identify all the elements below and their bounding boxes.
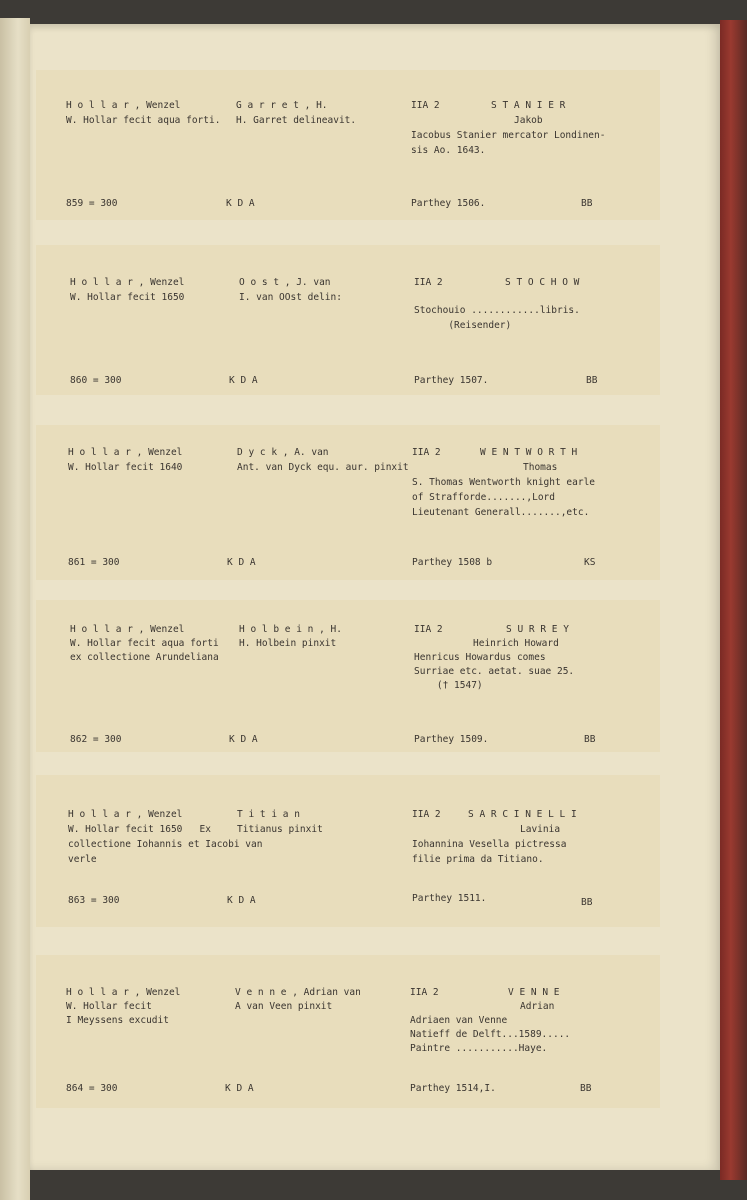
subject-given-name: Thomas [523, 462, 558, 473]
reference: Parthey 1507. [414, 375, 489, 386]
description-line: S. Thomas Wentworth knight earle [412, 477, 596, 488]
subject-name: S U R R E Y [506, 624, 569, 635]
inventory-number: 860 = 300 [70, 375, 122, 386]
artist-name: H o l l a r , Wenzel [70, 624, 185, 635]
description-line: († 1547) [414, 680, 483, 691]
artist-inscription: W. Hollar fecit aqua forti. [66, 115, 221, 126]
initials: BB [581, 198, 593, 209]
catalog-card [36, 425, 660, 580]
artist-inscription: W. Hollar fecit aqua forti [70, 638, 219, 649]
artist-name: H o l l a r , Wenzel [68, 447, 183, 458]
artist-inscription: verle [68, 854, 97, 865]
artist-inscription: W. Hollar fecit 1650 Ex [68, 824, 211, 835]
artist-name: H o l l a r , Wenzel [68, 809, 183, 820]
artist-inscription: W. Hollar fecit [66, 1001, 152, 1012]
initials: BB [581, 897, 593, 908]
artist-inscription: W. Hollar fecit 1650 [70, 292, 185, 303]
classification-code: IIA 2 [410, 987, 439, 998]
second-inscription: I. van OOst delin: [239, 292, 342, 303]
subject-name: S T A N I E R [491, 100, 566, 111]
inventory-number: 863 = 300 [68, 895, 120, 906]
subject-given-name: Adrian [520, 1001, 555, 1012]
collection-mark: K D A [226, 198, 255, 209]
second-artist: D y c k , A. van [237, 447, 329, 458]
collection-mark: K D A [225, 1083, 254, 1094]
description-line: filie prima da Titiano. [412, 854, 544, 865]
subject-given-name: Heinrich Howard [473, 638, 559, 649]
description-line: Adriaen van Venne [410, 1015, 508, 1026]
inventory-number: 864 = 300 [66, 1083, 118, 1094]
inventory-number: 859 = 300 [66, 198, 118, 209]
second-inscription: H. Holbein pinxit [239, 638, 337, 649]
artist-inscription: collectione Iohannis et Iacobi van [68, 839, 263, 850]
subject-name: S T O C H O W [505, 277, 580, 288]
description-line: Paintre ...........Haye. [410, 1043, 548, 1054]
description-line: of Strafforde.......,Lord [412, 492, 555, 503]
collection-mark: K D A [229, 734, 258, 745]
artist-inscription: ex collectione Arundeliana [70, 652, 219, 663]
second-artist: T i t i a n [237, 809, 300, 820]
second-inscription: A van Veen pinxit [235, 1001, 333, 1012]
left-page-edge [0, 18, 30, 1200]
second-inscription: Ant. van Dyck equ. aur. pinxit [237, 462, 409, 473]
second-inscription: H. Garret delineavit. [236, 115, 357, 126]
description-line: (Reisender) [414, 320, 512, 331]
description-line: Iohannina Vesella pictressa [412, 839, 567, 850]
second-artist: G a r r e t , H. [236, 100, 328, 111]
description-line: sis Ao. 1643. [411, 145, 486, 156]
subject-name: S A R C I N E L L I [468, 809, 577, 820]
second-artist: V e n n e , Adrian van [235, 987, 361, 998]
description-line: Stochouio ............libris. [414, 305, 580, 316]
reference: Parthey 1511. [412, 893, 487, 904]
collection-mark: K D A [227, 557, 256, 568]
artist-name: H o l l a r , Wenzel [70, 277, 185, 288]
second-artist: O o s t , J. van [239, 277, 331, 288]
inventory-number: 861 = 300 [68, 557, 120, 568]
catalog-card [36, 70, 660, 220]
catalog-card [36, 955, 660, 1108]
initials: BB [586, 375, 598, 386]
inventory-number: 862 = 300 [70, 734, 122, 745]
classification-code: IIA 2 [414, 624, 443, 635]
catalog-card [36, 600, 660, 752]
catalog-card [36, 245, 660, 395]
artist-name: H o l l a r , Wenzel [66, 100, 181, 111]
second-inscription: Titianus pinxit [237, 824, 323, 835]
initials: BB [580, 1083, 592, 1094]
collection-mark: K D A [229, 375, 258, 386]
second-artist: H o l b e i n , H. [239, 624, 342, 635]
reference: Parthey 1508 b [412, 557, 493, 568]
catalog-card [36, 775, 660, 927]
initials: KS [584, 557, 596, 568]
subject-name: W E N T W O R T H [480, 447, 578, 458]
artist-inscription: W. Hollar fecit 1640 [68, 462, 183, 473]
description-line: Henricus Howardus comes [414, 652, 546, 663]
collection-mark: K D A [227, 895, 256, 906]
classification-code: IIA 2 [414, 277, 443, 288]
description-line: Lieutenant Generall.......,etc. [412, 507, 590, 518]
description-line: Iacobus Stanier mercator Londinen- [411, 130, 606, 141]
classification-code: IIA 2 [412, 447, 441, 458]
artist-inscription: I Meyssens excudit [66, 1015, 169, 1026]
reference: Parthey 1514,I. [410, 1083, 496, 1094]
subject-given-name: Lavinia [520, 824, 561, 835]
subject-name: V E N N E [508, 987, 560, 998]
classification-code: IIA 2 [412, 809, 441, 820]
artist-name: H o l l a r , Wenzel [66, 987, 181, 998]
book-cover-edge [720, 20, 747, 1180]
description-line: Natieff de Delft...1589..... [410, 1029, 571, 1040]
classification-code: IIA 2 [411, 100, 440, 111]
description-line: Surriae etc. aetat. suae 25. [414, 666, 575, 677]
subject-given-name: Jakob [514, 115, 543, 126]
initials: BB [584, 734, 596, 745]
reference: Parthey 1506. [411, 198, 486, 209]
reference: Parthey 1509. [414, 734, 489, 745]
